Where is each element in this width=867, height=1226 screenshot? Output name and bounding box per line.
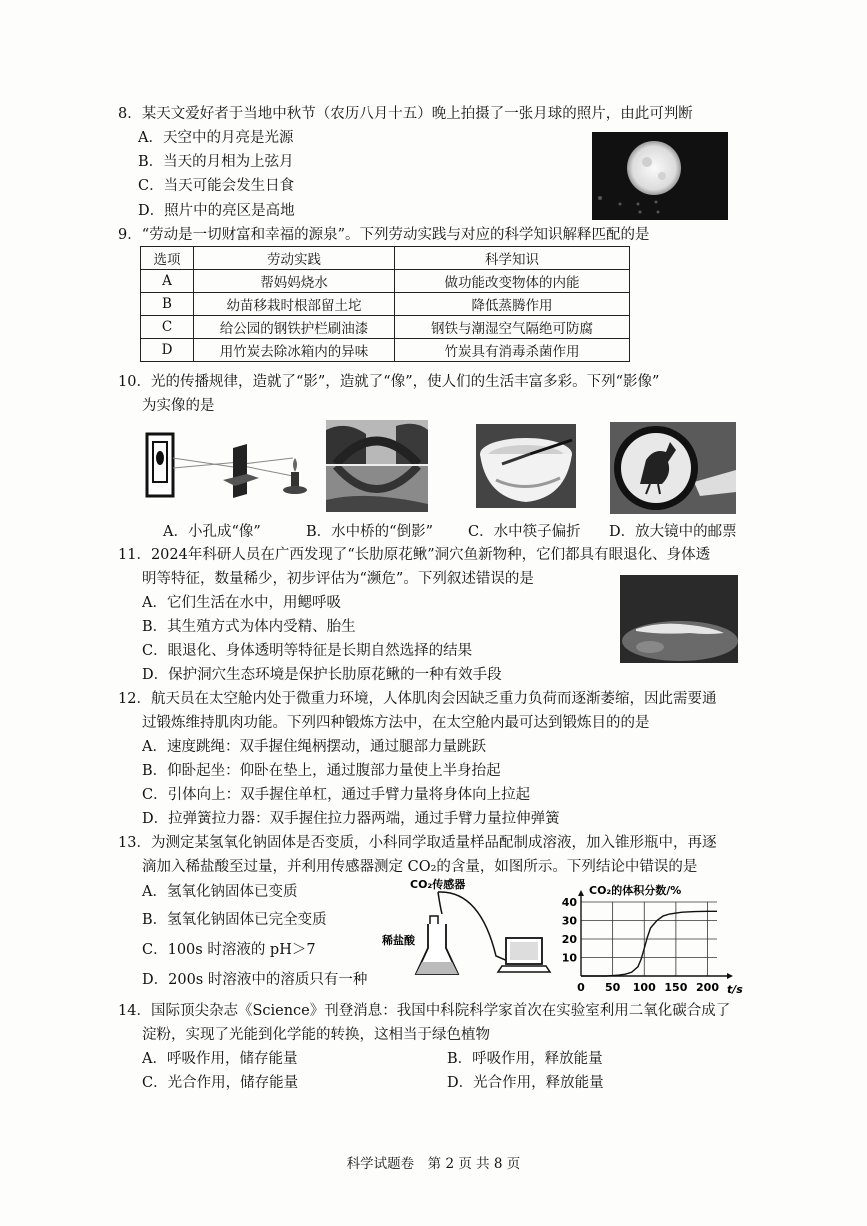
x-tick-label: 100 [632, 981, 656, 994]
q8-option-c: C．当天可能会发生日食 [138, 178, 295, 194]
q14-option-a: A．呼吸作用，储存能量 [142, 1051, 298, 1067]
computer-keyboard [498, 966, 550, 972]
q10-caption-b: B．水中桥的“倒影” [306, 524, 433, 540]
q9-stem: 9．“劳动是一切财富和幸福的源泉”。下列劳动实践与对应的科学知识解释匹配的是 [118, 227, 650, 243]
q11-stem-line1: 11．2024年科研人员在广西发现了“长肋原花鳅”洞穴鱼新物种，它们都具有眼退化、身体透 [118, 547, 711, 563]
q12-option-c: C．引体向上：双手握住单杠，通过手臂力量将身体向上拉起 [142, 787, 531, 803]
q10-stem-line1: 10．光的传播规律，造就了“影”，造就了“像”，使人们的生活丰富多彩。下列“影像” [118, 374, 660, 390]
table-cell: D [141, 339, 194, 362]
sensor-cable [438, 892, 510, 962]
chopsticks-in-water-photo [476, 424, 576, 508]
table-header: 劳动实践 [194, 247, 395, 270]
table-cell: A [141, 270, 194, 293]
table-cell: 用竹炭去除冰箱内的异味 [194, 339, 395, 362]
q10-caption-c: C．水中筷子偏折 [468, 524, 581, 540]
flask-solution [416, 962, 458, 974]
q14-stem-line2: 淀粉，实现了光能到化学能的转换，这相当于绿色植物 [142, 1027, 490, 1043]
table-cell: 幼苗移栽时根部留土坨 [194, 293, 395, 316]
q10-caption-d: D．放大镜中的邮票 [609, 524, 737, 540]
q13-option-a: A．氢氧化钠固体已变质 [142, 884, 298, 900]
q14-option-c: C．光合作用，储存能量 [142, 1075, 299, 1091]
table-cell: 帮妈妈烧水 [194, 270, 395, 293]
sensor-probe [438, 892, 442, 914]
q13-stem-line2: 滴加入稀盐酸至过量，并利用传感器测定 CO₂的含量，如图所示。下列结论中错误的是 [142, 859, 698, 875]
q11-stem-line2: 明等特征，数量稀少，初步评估为“濒危”。下列叙述错误的是 [142, 571, 534, 587]
sensor-label: CO₂传感器 [410, 878, 466, 891]
table-cell: 钢铁与潮湿空气隔绝可防腐 [395, 316, 630, 339]
q11-option-c: C．眼退化、身体透明等特征是长期自然选择的结果 [142, 643, 473, 659]
q13-option-d: D．200s 时溶液中的溶质只有一种 [142, 972, 368, 988]
table-header: 选项 [141, 247, 194, 270]
q11-option-b: B．其生殖方式为体内受精、胎生 [142, 619, 356, 635]
pinhole-camera-figure [145, 428, 315, 502]
q14-option-b: B．呼吸作用，释放能量 [447, 1051, 603, 1067]
y-tick-label: 20 [561, 933, 577, 946]
table-cell: 降低蒸腾作用 [395, 293, 630, 316]
q12-option-b: B．仰卧起坐：仰卧在垫上，通过腹部力量使上半身抬起 [142, 763, 501, 779]
page-footer: 科学试题卷 第 2 页 共 8 页 [346, 1156, 521, 1172]
q13-option-b: B．氢氧化钠固体已完全变质 [142, 912, 327, 928]
q8-stem: 8．某天文爱好者于当地中秋节（农历八月十五）晚上拍摄了一张月球的照片，由此可判断 [118, 106, 693, 122]
moon-photo [592, 132, 728, 220]
y-tick-label: 10 [561, 951, 577, 965]
table-row [141, 270, 630, 293]
chart-title: CO₂的体积分数/% [589, 884, 682, 897]
co2-chart [555, 880, 747, 1000]
table-cell: 给公园的钢铁护栏刷油漆 [194, 316, 395, 339]
q8-option-b: B．当天的月相为上弦月 [138, 154, 294, 170]
q12-option-a: A．速度跳绳：双手握住绳柄摆动，通过腿部力量跳跃 [142, 739, 486, 755]
y-axis-arrow [578, 890, 584, 896]
x-tick-label: 50 [604, 981, 621, 994]
q8-option-d: D．照片中的亮区是高地 [138, 203, 295, 219]
table-row [141, 293, 630, 316]
table-cell: 做功能改变物体的内能 [395, 270, 630, 293]
x-tick-label: 200 [696, 981, 719, 994]
q9-table [140, 246, 630, 362]
q13-option-c: C．100s 时溶液的 pH＞7 [142, 942, 316, 958]
acid-label: 稀盐酸 [382, 934, 415, 947]
table-header: 科学知识 [395, 247, 630, 270]
q12-stem-line2: 过锻炼维持肌肉功能。下列四种锻炼方法中，在太空舱内最可达到锻炼目的的是 [142, 715, 650, 731]
bridge-reflection-photo [326, 420, 428, 512]
q8-option-a: A．天空中的月亮是光源 [138, 130, 294, 146]
magnifier-stamp-photo [610, 422, 736, 514]
table-row [141, 316, 630, 339]
titration-apparatus [380, 876, 560, 984]
q14-option-d: D．光合作用，释放能量 [447, 1075, 604, 1091]
table-cell: 竹炭具有消毒杀菌作用 [395, 339, 630, 362]
table-cell: C [141, 316, 194, 339]
table-row [141, 339, 630, 362]
q11-option-a: A．它们生活在水中，用鳃呼吸 [142, 595, 341, 611]
co2-series-line [581, 911, 717, 976]
cave-fish-photo [620, 575, 738, 663]
x-axis-arrow [727, 973, 733, 979]
q14-stem-line1: 14．国际顶尖杂志《Science》刊登消息：我国中科院科学家首次在实验室利用二氧化碳合成了 [118, 1003, 731, 1019]
x-axis-label: t/s [727, 983, 743, 996]
table-header-row [141, 247, 630, 270]
q12-option-d: D．拉弹簧拉力器：双手握住拉力器两端，通过手臂力量拉伸弹簧 [142, 811, 560, 827]
q11-option-d: D．保护洞穴生态环境是保护长肋原花鳅的一种有效手段 [142, 667, 502, 683]
table-cell: B [141, 293, 194, 316]
x-tick-label: 0 [577, 981, 585, 994]
x-tick-label: 150 [664, 981, 688, 994]
q12-stem-line1: 12．航天员在太空舱内处于微重力环境，人体肌肉会因缺乏重力负荷而逐渐萎缩，因此需要通 [118, 691, 717, 707]
q10-caption-a: A．小孔成“像” [163, 524, 261, 540]
q10-stem-line2: 为实像的是 [142, 398, 215, 414]
q13-stem-line1: 13．为测定某氢氧化钠固体是否变质，小科同学取适量样品配制成溶液，加入锥形瓶中，再逐 [118, 835, 717, 851]
y-tick-label: 30 [561, 914, 577, 928]
y-tick-label: 40 [561, 896, 577, 909]
